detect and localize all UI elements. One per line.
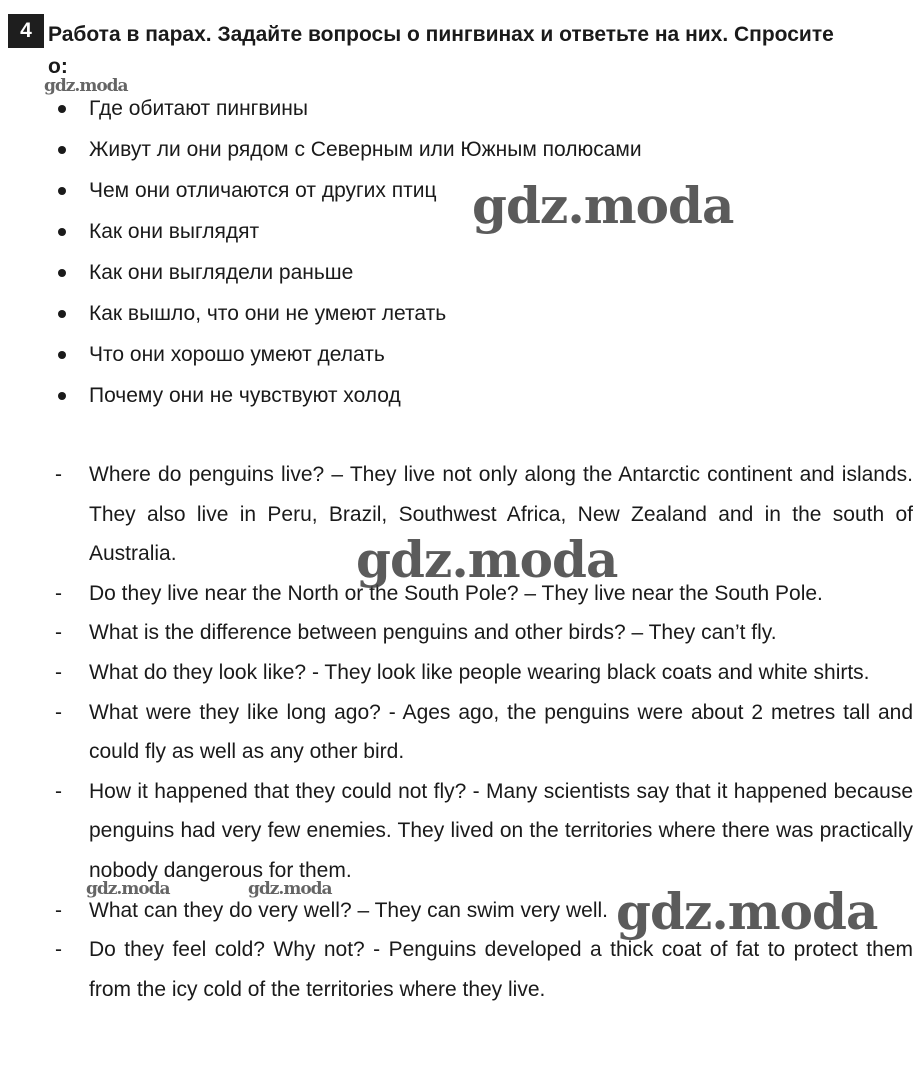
- dash-marker: -: [55, 898, 62, 922]
- list-item: [0, 129, 924, 170]
- list-item: [0, 693, 924, 772]
- question-text: Что они хорошо умеют делать: [89, 343, 385, 366]
- question-text: Почему они не чувствуют холод: [89, 384, 401, 407]
- task-header: [8, 6, 918, 44]
- answer-text: What is the difference between penguins and other birds? – They can’t fly.: [89, 621, 777, 645]
- dash-marker: -: [55, 779, 62, 803]
- list-item: [0, 211, 924, 252]
- question-text: Как они выглядели раньше: [89, 261, 354, 284]
- task-title-continuation: о:: [48, 55, 68, 78]
- question-list: [0, 88, 924, 416]
- dash-marker: -: [55, 463, 62, 486]
- bullet-icon: [58, 269, 66, 277]
- bullet-icon: [58, 351, 66, 359]
- bullet-icon: [58, 310, 66, 318]
- dash-marker: -: [55, 700, 62, 724]
- list-item: [0, 252, 924, 293]
- dash-marker: -: [55, 938, 62, 962]
- list-item: [0, 170, 924, 211]
- answer-text: Do they live near the North or the South Pole? – They live near the South Pole.: [89, 581, 823, 605]
- watermark-logo: gdz.moda: [248, 879, 332, 899]
- list-item: [0, 88, 924, 129]
- bullet-icon: [58, 228, 66, 236]
- question-text: Как вышло, что они не умеют летать: [89, 302, 447, 325]
- watermark-logo: gdz.moda: [356, 530, 618, 589]
- watermark-logo: gdz.moda: [472, 176, 734, 235]
- dash-marker: -: [55, 621, 62, 645]
- dash-marker: -: [55, 581, 62, 605]
- answer-text: Do they feel cold? Why not? - Penguins developed a thick coat of fat to protect them from the icy cold of the territories where they live.: [89, 938, 913, 1001]
- task-title: Работа в парах. Задайте вопросы о пингвинах и ответьте на них. Спросите: [48, 23, 834, 46]
- watermark-logo: gdz.moda: [616, 882, 878, 941]
- question-text: Как они выглядят: [89, 220, 260, 243]
- list-item: [0, 613, 924, 653]
- bullet-icon: [58, 146, 66, 154]
- bullet-icon: [58, 392, 66, 400]
- answer-text: How it happened that they could not fly? - Many scientists say that it happened because penguins had very few enemies. They lived on the territories where there was practically nobody dangerous for them.: [89, 779, 913, 882]
- list-item: [0, 772, 924, 891]
- watermark-logo: gdz.moda: [44, 76, 128, 96]
- answer-text: What were they like long ago? - Ages ago, the penguins were about 2 metres tall and could fly as well as any other bird.: [89, 700, 913, 764]
- dash-marker: -: [55, 660, 62, 684]
- list-item: [0, 293, 924, 334]
- task-number-badge: 4: [8, 14, 44, 48]
- answer-text: What can they do very well? – They can swim very well.: [89, 898, 608, 922]
- list-item: [0, 930, 924, 1009]
- list-item: [0, 653, 924, 693]
- list-item: [0, 375, 924, 416]
- bullet-icon: [58, 105, 66, 113]
- question-text: Где обитают пингвины: [89, 97, 308, 120]
- answer-text: What do they look like? - They look like people wearing black coats and white shirts.: [89, 660, 870, 684]
- answer-text: Where do penguins live? – They live not only along the Antarctic continent and islands. They also live in Peru, Brazil, Southwest Africa, New Zealand and in the south of Australia.: [89, 463, 913, 566]
- list-item: [0, 334, 924, 375]
- bullet-icon: [58, 187, 66, 195]
- question-text: Чем они отличаются от других птиц: [89, 179, 437, 202]
- question-text: Живут ли они рядом с Северным или Южным полюсами: [89, 138, 642, 161]
- watermark-logo: gdz.moda: [86, 879, 170, 899]
